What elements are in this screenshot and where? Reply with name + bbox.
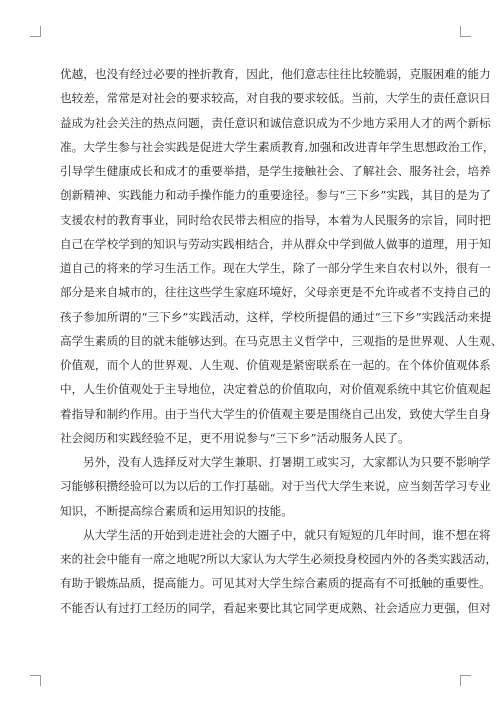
- text-line: 孩子参加所谓的“三下乡”实践活动，这样，学校所提倡的通过“三下乡”实践活动来提: [60, 309, 492, 324]
- text-line: 社会阅历和实践经验不足，更不用说参与“三下乡”活动服务人民了。: [60, 430, 410, 445]
- crop-mark-bottom-left: [30, 675, 41, 686]
- text-line: 习能够积攒经验可以为以后的工作打基础。对于当代大学生来说，应当刻苦学习专业: [60, 479, 491, 494]
- text-line: 另外，没有人选择反对大学生兼职、打暑期工或实习，大家都认为只要不影响学: [83, 455, 491, 469]
- text-line: 来的社会中能有一席之地呢?所以大家认为大学生必须投身校园内外的各类实践活动，: [60, 552, 498, 566]
- text-line: 着指导和制约作用。由于当代大学生的价值观主要是围绕自己出发，致使大学生自身: [60, 406, 491, 421]
- text-line: 不能否认有过打工经历的同学，看起来要比其它同学更成熟、社会适应力更强，但对: [60, 600, 491, 615]
- crop-mark-top-left: [30, 26, 41, 37]
- crop-mark-top-right: [460, 26, 471, 37]
- text-line: 支援农村的教育事业，同时给农民带去相应的指导，本着为人民服务的宗旨，同时把: [60, 212, 491, 227]
- text-line: 自己在学校学到的知识与劳动实践相结合，并从群众中学到做人做事的道理，用于知: [60, 236, 491, 251]
- text-line: 价值观，而个人的世界观、人生观、价值观是紧密联系在一起的。在个体价值观体系: [60, 358, 491, 372]
- text-line: 引导学生健康成长和成才的重要举措，是学生接触社会、了解社会、服务社会，培养: [60, 164, 491, 178]
- text-line: 优越，也没有经过必要的挫折教育，因此，他们意志往往比较脆弱，克服困难的能力: [60, 67, 491, 81]
- text-line: 部分是来自城市的，往往这些学生家庭环境好，父母亲更是不允许或者不支持自己的: [60, 285, 491, 300]
- text-line: 高学生素质的目的就未能够达到。在马克思主义哲学中，三观指的是世界观、人生观、: [60, 333, 502, 348]
- text-line: 从大学生活的开始到走进社会的大圈子中，就只有短短的几年时间，谁不想在将: [83, 527, 491, 542]
- text-line: 创新精神、实践能力和动手操作能力的重要途径。参与“三下乡”实践，其目的是为了: [60, 188, 492, 203]
- text-line: 也较差，常常是对社会的要求较高，对自我的要求较低。当前，大学生的责任意识日: [60, 91, 491, 106]
- text-line: 准。大学生参与社会实践是促进大学生素质教育,加强和改进青年学生思想政治工作，: [60, 139, 495, 154]
- crop-mark-bottom-right: [460, 675, 471, 686]
- text-line: 道自己的将来的学习生活工作。现在大学生，除了一部分学生来自农村以外，很有一: [60, 261, 491, 275]
- body-text: [60, 62, 502, 620]
- text-line: 中，人生价值观处于主导地位，决定着总的价值取向，对价值观系统中其它价值观起: [60, 382, 491, 397]
- text-line: 有助于锻炼品质，提高能力。可见其对大学生综合素质的提高有不可抵触的重要性。: [60, 576, 491, 591]
- text-line: 益成为社会关注的热点问题，责任意识和诚信意识成为不少地方采用人才的两个新标: [60, 115, 491, 130]
- text-line: 知识，不断提高综合素质和运用知识的技能。: [60, 503, 293, 518]
